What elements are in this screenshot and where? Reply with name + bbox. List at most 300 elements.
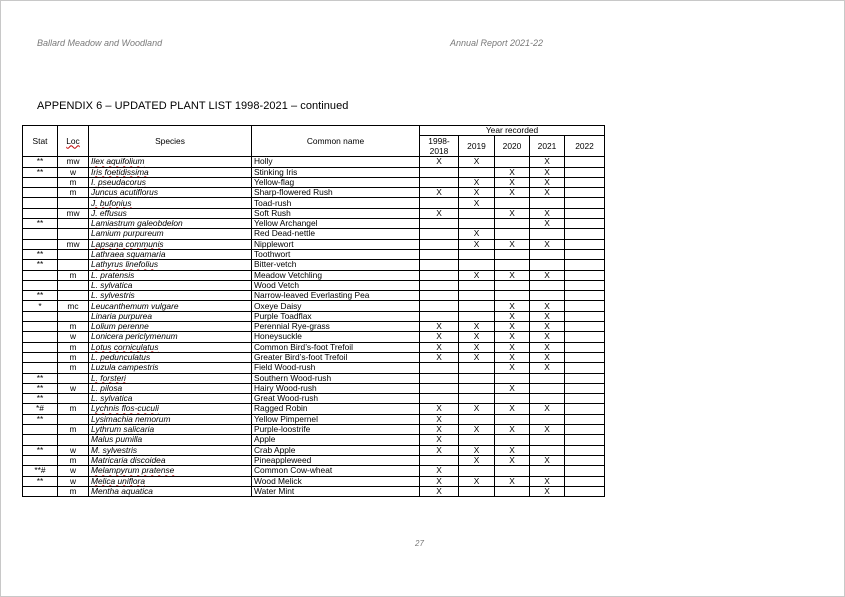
- species-cell: M. sylvestris: [89, 445, 252, 455]
- year-mark-cell: [459, 373, 495, 383]
- year-mark-cell: X: [530, 157, 565, 167]
- common-name-cell: Ragged Robin: [252, 404, 420, 414]
- species-cell: [89, 476, 252, 486]
- table-row: [23, 157, 605, 167]
- year-mark-cell: X: [420, 414, 459, 424]
- year-mark-cell: [565, 229, 605, 239]
- species-cell: Malus pumilla: [89, 435, 252, 445]
- common-name-cell: Perennial Rye-grass: [252, 322, 420, 332]
- table-row: [23, 177, 605, 187]
- stat-cell: [23, 322, 58, 332]
- year-mark-cell: [459, 466, 495, 476]
- species-name: L. pedunculatus: [91, 352, 151, 362]
- year-mark-cell: [565, 270, 605, 280]
- common-name-cell: Sharp-flowered Rush: [252, 188, 420, 198]
- species-cell: [89, 342, 252, 352]
- table-row: [23, 219, 605, 229]
- loc-cell: m: [58, 404, 89, 414]
- year-mark-cell: X: [420, 342, 459, 352]
- species-cell: [89, 414, 252, 424]
- species-name: Lolium perenne: [91, 321, 149, 332]
- year-mark-cell: X: [459, 157, 495, 167]
- stat-cell: [23, 455, 58, 465]
- table-row: [23, 198, 605, 208]
- table-row: [23, 280, 605, 290]
- year-mark-cell: X: [495, 342, 530, 352]
- year-mark-cell: [420, 219, 459, 229]
- year-mark-cell: X: [420, 208, 459, 218]
- species-cell: [89, 352, 252, 362]
- species-cell: L. sylvestris: [89, 291, 252, 301]
- common-name-cell: Common Cow-wheat: [252, 466, 420, 476]
- year-mark-cell: X: [530, 352, 565, 362]
- year-mark-cell: [565, 322, 605, 332]
- loc-cell: [58, 394, 89, 404]
- header-right: Annual Report 2021-22: [450, 38, 544, 48]
- loc-cell: m: [58, 352, 89, 362]
- species-name: Lathraea squamaria: [91, 249, 166, 260]
- year-mark-cell: X: [530, 486, 565, 496]
- year-mark-cell: X: [459, 177, 495, 187]
- year-mark-cell: [495, 394, 530, 404]
- common-name-cell: Crab Apple: [252, 445, 420, 455]
- year-mark-cell: X: [420, 157, 459, 167]
- year-mark-cell: [420, 198, 459, 208]
- species-cell: [89, 239, 252, 249]
- species-name: Iris foetidissima: [91, 167, 149, 177]
- year-mark-cell: X: [459, 455, 495, 465]
- year-mark-cell: [420, 167, 459, 177]
- common-name-cell: Holly: [252, 157, 420, 167]
- table-row: [23, 322, 605, 332]
- year-mark-cell: [495, 260, 530, 270]
- year-mark-cell: X: [495, 404, 530, 414]
- common-name-cell: Soft Rush: [252, 208, 420, 218]
- species-name: Melica uniflora: [91, 476, 145, 486]
- year-mark-cell: [495, 280, 530, 290]
- year-mark-cell: [530, 394, 565, 404]
- species-name: J. bufonius: [91, 197, 132, 208]
- year-mark-cell: [530, 435, 565, 445]
- species-cell: [89, 455, 252, 465]
- year-mark-cell: X: [495, 383, 530, 393]
- year-mark-cell: X: [459, 239, 495, 249]
- col-header-species: Species: [89, 126, 252, 157]
- table-row: [23, 455, 605, 465]
- species-cell: [89, 188, 252, 198]
- year-mark-cell: [420, 291, 459, 301]
- col-header-year: 2022: [565, 136, 605, 157]
- loc-cell: [58, 280, 89, 290]
- year-mark-cell: [495, 198, 530, 208]
- stat-cell: [23, 425, 58, 435]
- common-name-cell: Yellow Pimpernel: [252, 414, 420, 424]
- stat-cell: [23, 208, 58, 218]
- species-name: L. pilosa: [91, 383, 123, 393]
- loc-cell: [58, 435, 89, 445]
- year-mark-cell: [565, 167, 605, 177]
- stat-cell: **: [23, 219, 58, 229]
- year-mark-cell: [420, 455, 459, 465]
- common-name-cell: Toothwort: [252, 249, 420, 259]
- common-name-cell: Honeysuckle: [252, 332, 420, 342]
- stat-cell: *#: [23, 404, 58, 414]
- year-mark-cell: X: [495, 177, 530, 187]
- common-name-cell: Stinking Iris: [252, 167, 420, 177]
- year-mark-cell: [495, 373, 530, 383]
- species-cell: L. sylvatica: [89, 394, 252, 404]
- stat-cell: **: [23, 383, 58, 393]
- year-mark-cell: [420, 270, 459, 280]
- year-mark-cell: X: [420, 445, 459, 455]
- loc-cell: w: [58, 476, 89, 486]
- year-mark-cell: [530, 229, 565, 239]
- year-mark-cell: X: [530, 301, 565, 311]
- loc-cell: [58, 414, 89, 424]
- year-mark-cell: X: [459, 425, 495, 435]
- loc-cell: mc: [58, 301, 89, 311]
- year-mark-cell: X: [495, 301, 530, 311]
- species-cell: [89, 249, 252, 259]
- year-mark-cell: [495, 291, 530, 301]
- year-mark-cell: X: [530, 332, 565, 342]
- species-name: Juncus acutiflorus: [91, 187, 159, 198]
- year-mark-cell: [530, 291, 565, 301]
- stat-cell: **: [23, 476, 58, 486]
- common-name-cell: Narrow-leaved Everlasting Pea: [252, 291, 420, 301]
- common-name-cell: Hairy Wood-rush: [252, 383, 420, 393]
- loc-cell: m: [58, 486, 89, 496]
- common-name-cell: Yellow Archangel: [252, 219, 420, 229]
- year-mark-cell: X: [420, 435, 459, 445]
- table-row: [23, 363, 605, 373]
- common-name-cell: Greater Bird’s-foot Trefoil: [252, 352, 420, 362]
- stat-cell: [23, 198, 58, 208]
- year-mark-cell: X: [459, 188, 495, 198]
- header-left: Ballard Meadow and Woodland: [37, 38, 163, 48]
- loc-cell: m: [58, 188, 89, 198]
- col-header-year: 2020: [495, 136, 530, 157]
- loc-cell: [58, 249, 89, 259]
- species-cell: [89, 373, 252, 383]
- year-mark-cell: [420, 280, 459, 290]
- loc-cell: m: [58, 455, 89, 465]
- species-cell: L. sylvatica: [89, 280, 252, 290]
- table-row: [23, 301, 605, 311]
- loc-cell: mw: [58, 239, 89, 249]
- year-mark-cell: X: [530, 219, 565, 229]
- table-row: [23, 486, 605, 496]
- year-mark-cell: [565, 280, 605, 290]
- stat-cell: **: [23, 249, 58, 259]
- stat-cell: [23, 188, 58, 198]
- year-mark-cell: [459, 280, 495, 290]
- table-row: [23, 435, 605, 445]
- year-mark-cell: X: [459, 229, 495, 239]
- year-mark-cell: [459, 249, 495, 259]
- table-row: [23, 332, 605, 342]
- stat-cell: [23, 363, 58, 373]
- year-mark-cell: [420, 260, 459, 270]
- loc-cell: w: [58, 383, 89, 393]
- species-cell: J. effusus: [89, 208, 252, 218]
- year-mark-cell: [530, 373, 565, 383]
- year-mark-cell: [565, 425, 605, 435]
- year-mark-cell: [565, 342, 605, 352]
- table-row: [23, 249, 605, 259]
- year-mark-cell: X: [495, 455, 530, 465]
- common-name-cell: Purple-loostrife: [252, 425, 420, 435]
- species-cell: Luzula campestris: [89, 363, 252, 373]
- species-name: Lapsana communis: [91, 239, 164, 249]
- common-name-cell: Meadow Vetchling: [252, 270, 420, 280]
- loc-cell: w: [58, 167, 89, 177]
- year-mark-cell: X: [459, 476, 495, 486]
- loc-cell: m: [58, 270, 89, 280]
- year-mark-cell: [420, 394, 459, 404]
- year-mark-cell: X: [530, 188, 565, 198]
- year-mark-cell: X: [530, 167, 565, 177]
- year-mark-cell: X: [420, 486, 459, 496]
- common-name-cell: Southern Wood-rush: [252, 373, 420, 383]
- col-header-stat: Stat: [23, 126, 58, 157]
- species-cell: [89, 425, 252, 435]
- table-row: [23, 425, 605, 435]
- common-name-cell: Field Wood-rush: [252, 363, 420, 373]
- common-name-cell: Red Dead-nettle: [252, 229, 420, 239]
- table-row: [23, 342, 605, 352]
- year-mark-cell: [565, 435, 605, 445]
- year-mark-cell: X: [459, 270, 495, 280]
- year-mark-cell: X: [495, 239, 530, 249]
- year-mark-cell: [565, 455, 605, 465]
- stat-cell: **: [23, 167, 58, 177]
- year-mark-cell: [565, 198, 605, 208]
- table-row: [23, 239, 605, 249]
- year-mark-cell: X: [459, 342, 495, 352]
- year-mark-cell: [495, 486, 530, 496]
- loc-cell: m: [58, 342, 89, 352]
- year-mark-cell: X: [495, 425, 530, 435]
- common-name-cell: Common Bird’s-foot Trefoil: [252, 342, 420, 352]
- year-mark-cell: X: [420, 188, 459, 198]
- year-mark-cell: [459, 363, 495, 373]
- year-mark-cell: X: [420, 322, 459, 332]
- year-mark-cell: X: [420, 332, 459, 342]
- year-mark-cell: [530, 198, 565, 208]
- year-mark-cell: X: [459, 352, 495, 362]
- stat-cell: [23, 435, 58, 445]
- common-name-cell: Yellow-flag: [252, 177, 420, 187]
- loc-cell: [58, 311, 89, 321]
- species-name: Lotus corniculatus: [91, 342, 159, 352]
- species-name: I. pseudacorus: [91, 177, 146, 187]
- species-name: Ilex aquifolium: [91, 156, 145, 167]
- year-mark-cell: [565, 476, 605, 486]
- loc-cell: [58, 198, 89, 208]
- year-mark-cell: [459, 486, 495, 496]
- year-mark-cell: [530, 466, 565, 476]
- year-mark-cell: X: [530, 177, 565, 187]
- year-mark-cell: [565, 414, 605, 424]
- table-row: [23, 311, 605, 321]
- year-mark-cell: X: [530, 322, 565, 332]
- year-mark-cell: [565, 383, 605, 393]
- year-mark-cell: [565, 208, 605, 218]
- year-mark-cell: [565, 394, 605, 404]
- stat-cell: **: [23, 373, 58, 383]
- table-row: [23, 394, 605, 404]
- year-mark-cell: X: [495, 270, 530, 280]
- year-mark-cell: [530, 383, 565, 393]
- loc-cell: w: [58, 445, 89, 455]
- stat-cell: **: [23, 291, 58, 301]
- year-mark-cell: X: [530, 270, 565, 280]
- year-mark-cell: X: [420, 425, 459, 435]
- year-mark-cell: X: [495, 332, 530, 342]
- species-name: Lathyrus linefolius: [91, 259, 159, 270]
- year-mark-cell: [565, 373, 605, 383]
- year-mark-cell: [565, 486, 605, 496]
- species-cell: L. pratensis: [89, 270, 252, 280]
- year-mark-cell: X: [530, 342, 565, 352]
- species-cell: [89, 219, 252, 229]
- year-mark-cell: X: [459, 445, 495, 455]
- table-row: [23, 404, 605, 414]
- col-header-year-recorded: Year recorded: [420, 126, 605, 136]
- year-mark-cell: [495, 414, 530, 424]
- year-mark-cell: X: [530, 455, 565, 465]
- loc-cell: w: [58, 332, 89, 342]
- stat-cell: [23, 177, 58, 187]
- stat-cell: [23, 311, 58, 321]
- loc-cell: m: [58, 322, 89, 332]
- col-header-year: 2019: [459, 136, 495, 157]
- loc-cell: [58, 291, 89, 301]
- year-mark-cell: [495, 157, 530, 167]
- year-mark-cell: [420, 363, 459, 373]
- species-name: Lamiastrum galeobdelon: [91, 218, 183, 229]
- year-mark-cell: [530, 260, 565, 270]
- table-row: [23, 414, 605, 424]
- loc-cell: m: [58, 363, 89, 373]
- species-name: L. forsteri: [91, 373, 126, 383]
- year-mark-cell: [565, 445, 605, 455]
- col-header-year: 1998- 2018: [420, 136, 459, 157]
- year-mark-cell: [420, 383, 459, 393]
- year-mark-cell: X: [530, 404, 565, 414]
- stat-cell: [23, 239, 58, 249]
- stat-cell: [23, 270, 58, 280]
- loc-cell: [58, 373, 89, 383]
- year-mark-cell: [530, 280, 565, 290]
- species-cell: [89, 322, 252, 332]
- loc-cell: m: [58, 177, 89, 187]
- loc-cell: [58, 260, 89, 270]
- year-mark-cell: X: [420, 476, 459, 486]
- loc-cell: mw: [58, 157, 89, 167]
- species-name: Lythrum salicaria: [91, 424, 155, 435]
- species-cell: [89, 198, 252, 208]
- year-mark-cell: [565, 260, 605, 270]
- stat-cell: [23, 486, 58, 496]
- loc-cell: m: [58, 425, 89, 435]
- year-mark-cell: [420, 301, 459, 311]
- table-row: [23, 208, 605, 218]
- year-mark-cell: X: [530, 476, 565, 486]
- common-name-cell: Toad-rush: [252, 198, 420, 208]
- plant-list-table: [22, 125, 605, 497]
- table-row: [23, 167, 605, 177]
- species-name: Matricaria discoidea: [91, 455, 166, 465]
- table-row: [23, 260, 605, 270]
- year-mark-cell: [565, 466, 605, 476]
- common-name-cell: Wood Vetch: [252, 280, 420, 290]
- table-row: [23, 352, 605, 362]
- species-name: Lychnis flos-cuculi: [91, 403, 159, 414]
- stat-cell: [23, 332, 58, 342]
- year-mark-cell: [459, 260, 495, 270]
- year-mark-cell: [420, 311, 459, 321]
- common-name-cell: Bitter-vetch: [252, 260, 420, 270]
- year-mark-cell: X: [530, 208, 565, 218]
- page-title: APPENDIX 6 – UPDATED PLANT LIST 1998-2021 – continued: [37, 100, 349, 112]
- year-mark-cell: [420, 239, 459, 249]
- year-mark-cell: [459, 301, 495, 311]
- year-mark-cell: X: [420, 404, 459, 414]
- year-mark-cell: X: [530, 363, 565, 373]
- year-mark-cell: X: [495, 322, 530, 332]
- year-mark-cell: X: [530, 425, 565, 435]
- year-mark-cell: [459, 219, 495, 229]
- year-mark-cell: X: [495, 352, 530, 362]
- species-cell: Linaria purpurea: [89, 311, 252, 321]
- year-mark-cell: [420, 249, 459, 259]
- year-mark-cell: [459, 394, 495, 404]
- year-mark-cell: [565, 157, 605, 167]
- stat-cell: [23, 280, 58, 290]
- year-mark-cell: [565, 291, 605, 301]
- species-cell: [89, 383, 252, 393]
- stat-cell: **#: [23, 466, 58, 476]
- year-mark-cell: [565, 352, 605, 362]
- col-header-common-name: Common name: [252, 126, 420, 157]
- year-mark-cell: [565, 363, 605, 373]
- year-mark-cell: [565, 404, 605, 414]
- table-row: [23, 229, 605, 239]
- table-row: [23, 445, 605, 455]
- year-mark-cell: [565, 301, 605, 311]
- year-mark-cell: X: [495, 188, 530, 198]
- species-cell: Mentha aquatica: [89, 486, 252, 496]
- species-cell: [89, 157, 252, 167]
- year-mark-cell: [565, 188, 605, 198]
- year-mark-cell: [495, 249, 530, 259]
- table-row: [23, 383, 605, 393]
- year-mark-cell: X: [459, 322, 495, 332]
- table-row: [23, 466, 605, 476]
- year-mark-cell: [530, 249, 565, 259]
- year-mark-cell: [495, 435, 530, 445]
- year-mark-cell: [495, 229, 530, 239]
- table-row: [23, 476, 605, 486]
- common-name-cell: Apple: [252, 435, 420, 445]
- stat-cell: **: [23, 414, 58, 424]
- year-mark-cell: [565, 239, 605, 249]
- year-mark-cell: [459, 167, 495, 177]
- year-mark-cell: [530, 414, 565, 424]
- year-mark-cell: [565, 249, 605, 259]
